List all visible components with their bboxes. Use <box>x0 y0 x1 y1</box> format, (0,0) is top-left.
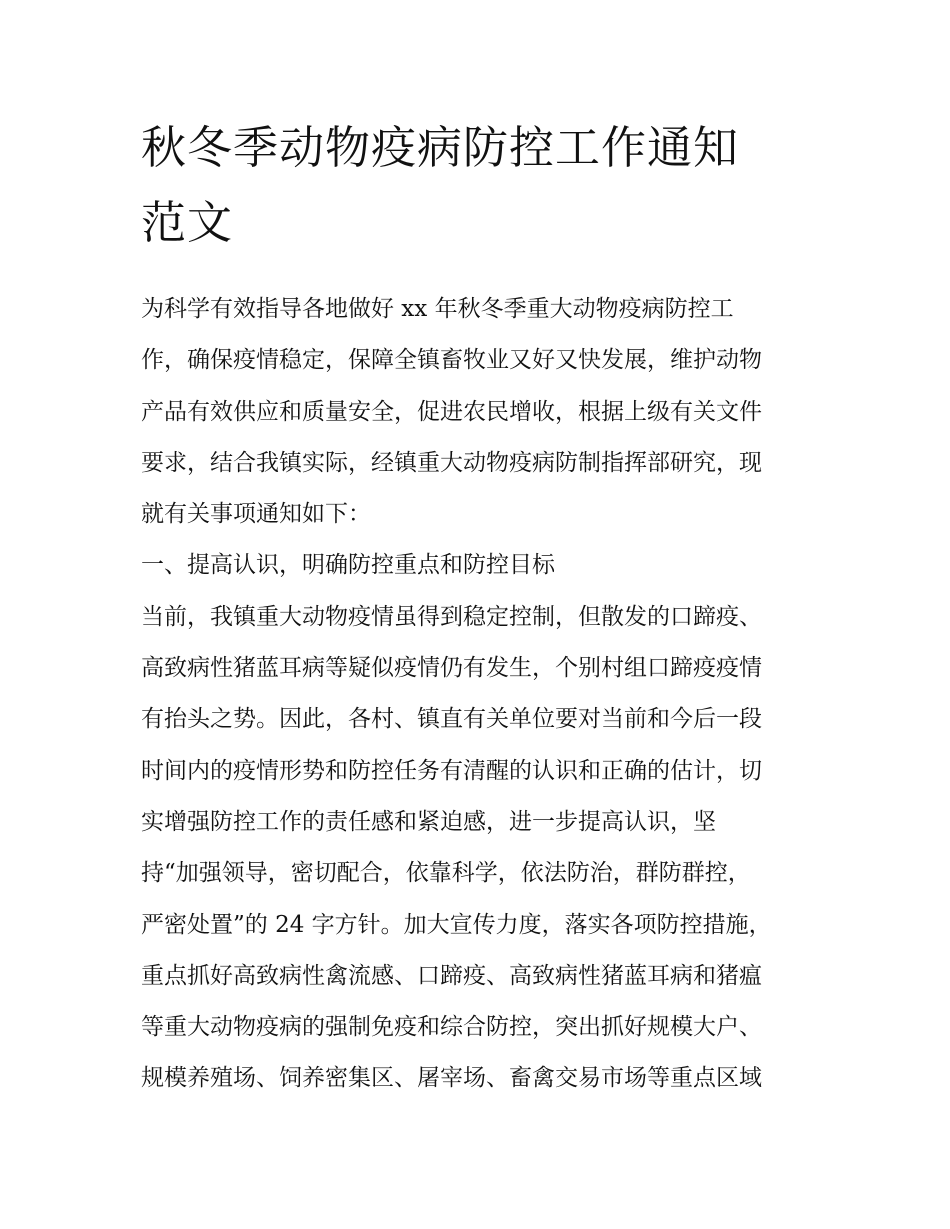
paragraph-line: 严密处置”的 24 字方针。加大宣传力度，落实各项防控措施， <box>141 911 772 938</box>
document-body <box>141 284 816 1105</box>
document-title <box>141 110 816 260</box>
paragraph-line: 规模养殖场、饲养密集区、屠宰场、畜禽交易市场等重点区域 <box>141 1065 762 1092</box>
paragraph-line: 就有关事项通知如下： <box>141 501 371 528</box>
paragraph-line: 作，确保疫情稳定，保障全镇畜牧业又好又快发展，维护动物 <box>141 347 762 374</box>
title-line: 范文 <box>141 196 234 249</box>
paragraph-line: 高致病性猪蓝耳病等疑似疫情仍有发生，个别村组口蹄疫疫情 <box>141 655 762 682</box>
section-heading: 一、提高认识，明确防控重点和防控目标 <box>141 552 555 579</box>
paragraph-line: 时间内的疫情形势和防控任务有清醒的认识和正确的估计，切 <box>141 757 762 784</box>
paragraph-line: 为科学有效指导各地做好 xx 年秋冬季重大动物疫病防控工 <box>141 296 734 322</box>
title-line: 秋冬季动物疫病防控工作通知 <box>141 121 740 174</box>
paragraph-line: 产品有效供应和质量安全，促进农民增收，根据上级有关文件 <box>141 398 762 425</box>
paragraph-line: 当前，我镇重大动物疫情虽得到稳定控制，但散发的口蹄疫、 <box>141 603 762 630</box>
document-content <box>141 110 816 1105</box>
paragraph-line: 实增强防控工作的责任感和紧迫感，进一步提高认识，坚 <box>141 808 716 835</box>
paragraph-line: 等重大动物疫病的强制免疫和综合防控，突出抓好规模大户、 <box>141 1014 762 1041</box>
paragraph-line: 要求，结合我镇实际，经镇重大动物疫病防制指挥部研究，现 <box>141 449 762 476</box>
paragraph-line: 持“加强领导，密切配合，依靠科学，依法防治，群防群控， <box>141 860 751 887</box>
paragraph-line: 有抬头之势。因此，各村、镇直有关单位要对当前和今后一段 <box>141 706 762 733</box>
paragraph-line: 重点抓好高致病性禽流感、口蹄疫、高致病性猪蓝耳病和猪瘟 <box>141 962 762 989</box>
